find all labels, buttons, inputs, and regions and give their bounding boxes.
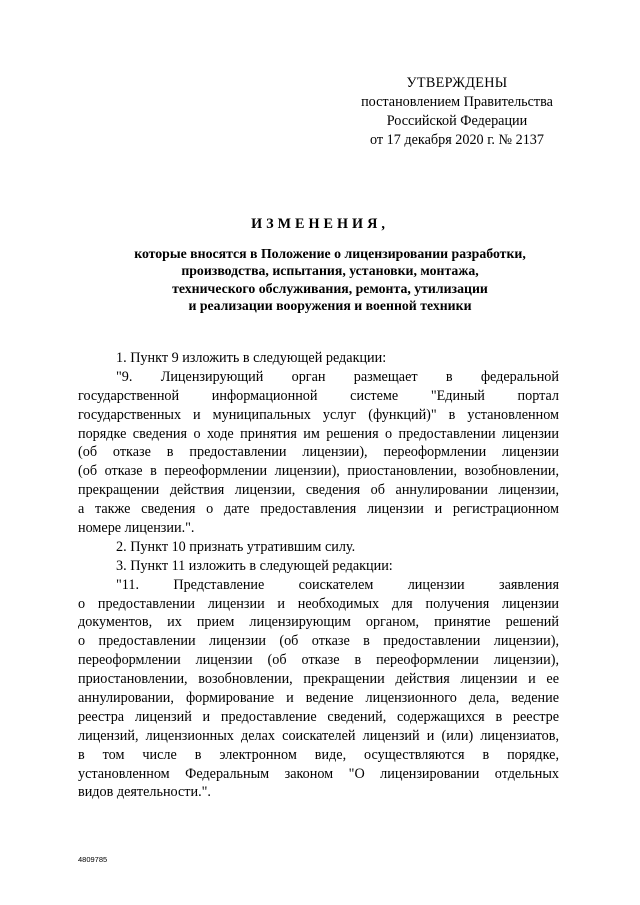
- approval-line: Российской Федерации: [386, 113, 528, 129]
- subtitle-line: технического обслуживания, ремонта, утилизации: [172, 280, 488, 296]
- body-line: лицензий, лицензионных делах соискателей лицензий и (или) лицензиатов,: [78, 727, 559, 744]
- body-line: 2. Пункт 10 признать утратившим силу.: [116, 538, 356, 555]
- document-body: [78, 349, 559, 802]
- body-line: в том числе в электронном виде, осуществляются в порядке,: [78, 746, 559, 763]
- body-line: 3. Пункт 11 изложить в следующей редакции:: [116, 557, 393, 574]
- approval-line: постановлением Правительства: [361, 94, 553, 110]
- document-code: 4809785: [78, 855, 108, 864]
- body-line: о предоставлении лицензии (об отказе в предоставлении лицензии),: [78, 633, 559, 650]
- body-line: номере лицензии.".: [78, 520, 195, 537]
- body-line: приостановлении, возобновлении, прекращении действия лицензии и ее: [78, 671, 559, 688]
- approval-block: [342, 74, 572, 150]
- body-line: государственных и муниципальных услуг (функций)" в установленном: [78, 406, 559, 423]
- body-line: "11. Представление соискателем лицензии заявления: [116, 576, 559, 593]
- body-line: аннулировании, формирование и ведение лицензионного дела, ведение: [78, 690, 559, 707]
- body-line: а также сведения о дате предоставления лицензии и регистрационном: [78, 501, 559, 518]
- body-line: видов деятельности.".: [78, 784, 211, 801]
- body-line: государственной информационной системе "Единый портал: [78, 387, 559, 404]
- body-line: порядке сведения о ходе принятия им решения о предоставлении лицензии: [78, 425, 559, 442]
- body-line: (об отказе в переоформлении лицензии), приостановлении, возобновлении,: [78, 463, 559, 480]
- document-title: ИЗМЕНЕНИЯ,: [251, 216, 389, 232]
- body-line: переоформлении лицензии (об отказе в переоформлении лицензии),: [78, 652, 559, 669]
- body-line: прекращении действия лицензии, сведения об аннулировании лицензии,: [78, 482, 559, 499]
- approval-heading: УТВЕРЖДЕНЫ: [406, 75, 508, 91]
- body-line: (об отказе в предоставлении лицензии), переоформлении лицензии: [78, 444, 559, 461]
- body-line: о предоставлении лицензии и необходимых для получения лицензии: [78, 595, 559, 612]
- body-line: "9. Лицензирующий орган размещает в федеральной: [116, 368, 559, 385]
- subtitle-line: которые вносятся в Положение о лицензировании разработки,: [134, 246, 526, 261]
- subtitle-line: производства, испытания, установки, монтажа,: [181, 263, 479, 279]
- approval-date-line: от 17 декабря 2020 г. № 2137: [370, 132, 544, 148]
- body-line: реестра лицензий и предоставление сведений, содержащихся в реестре: [78, 708, 559, 725]
- body-line: 1. Пункт 9 изложить в следующей редакции:: [116, 350, 387, 366]
- subtitle-line: и реализации вооружения и военной техники: [188, 297, 472, 313]
- document-subtitle: [60, 245, 600, 314]
- body-line: установленном Федеральным законом "О лицензировании отдельных: [78, 765, 559, 782]
- body-line: документов, их прием лицензирующим органом, принятие решений: [78, 614, 559, 631]
